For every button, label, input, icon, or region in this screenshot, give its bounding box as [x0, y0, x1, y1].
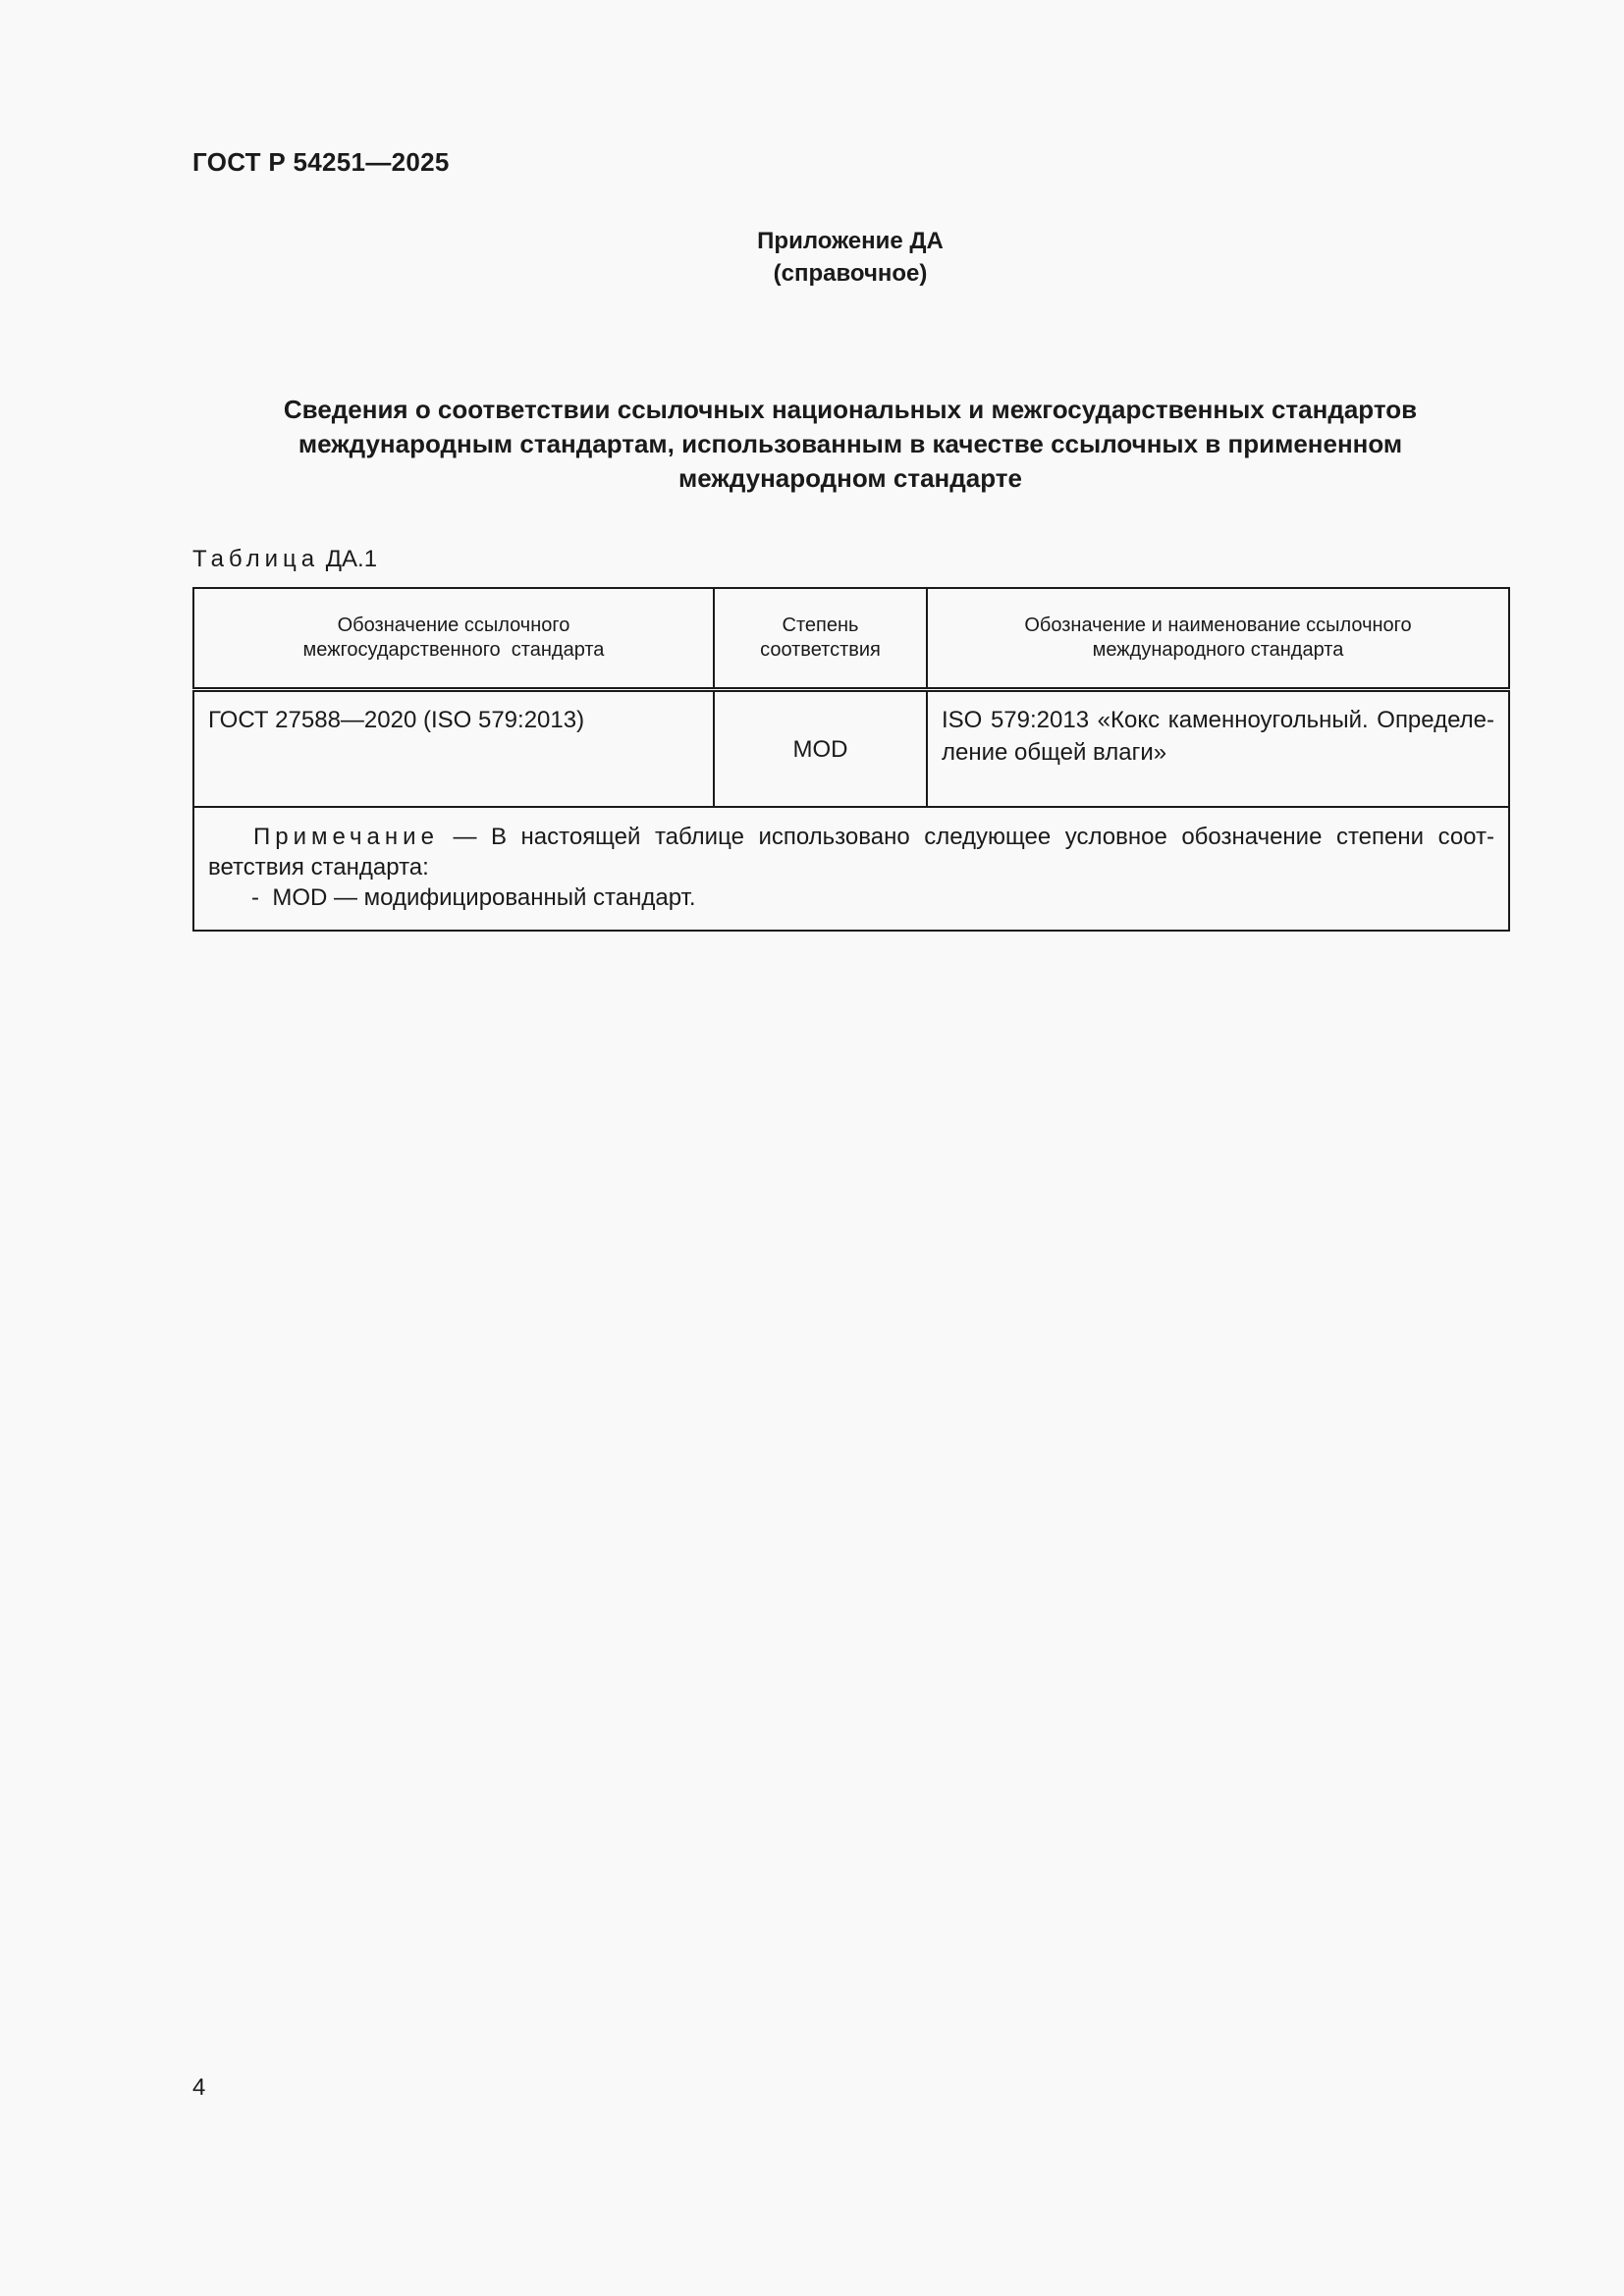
- header-text: межгосударственного стандарта: [302, 639, 605, 661]
- table-caption-number: ДА.1: [325, 546, 378, 572]
- reference-standards-table: [192, 587, 1510, 932]
- note-text: — В настоящей таблице использовано следующее условное обозначение степени соот-: [438, 824, 1494, 850]
- table-row: [193, 690, 1509, 808]
- cell-international: [927, 690, 1509, 808]
- note-line: ветствия стандарта:: [208, 854, 429, 881]
- appendix-title: Приложение ДА: [757, 228, 944, 254]
- appendix-heading: [0, 225, 1624, 290]
- header-international: [927, 588, 1509, 690]
- header-text: соответствия: [760, 639, 881, 661]
- table-header-row: [193, 588, 1509, 690]
- section-title: [192, 393, 1508, 496]
- header-degree: [714, 588, 927, 690]
- header-text: международного стандарта: [1092, 639, 1344, 661]
- document-code: ГОСТ Р 54251—2025: [192, 147, 450, 177]
- header-text: Степень: [782, 614, 859, 636]
- section-title-line: Сведения о соответствии ссылочных национальных и межгосударственных стандартов: [283, 395, 1418, 424]
- table-caption-label: Таблица: [192, 546, 320, 572]
- appendix-subtitle: (справочное): [773, 260, 928, 287]
- cell-text: ISO 579:2013 «Кокс каменноугольный. Определе-: [942, 707, 1494, 733]
- cell-degree: MOD: [714, 690, 927, 808]
- page-number: 4: [192, 2074, 206, 2101]
- section-title-line: международным стандартам, использованным в качестве ссылочных в примененном: [298, 429, 1403, 458]
- table-note-row: [193, 807, 1509, 931]
- header-designation: [193, 588, 714, 690]
- note-label: Примечание: [253, 824, 439, 850]
- note-line: [208, 822, 1494, 852]
- table-caption: [192, 546, 377, 573]
- cell-text: ление общей влаги»: [942, 739, 1167, 766]
- cell-designation: ГОСТ 27588—2020 (ISO 579:2013): [193, 690, 714, 808]
- table-note: [193, 807, 1509, 931]
- note-list-item: - MOD — модифицированный стандарт.: [251, 884, 696, 911]
- section-title-line: международном стандарте: [678, 463, 1022, 493]
- header-text: Обозначение ссылочного: [337, 614, 570, 636]
- header-text: Обозначение и наименование ссылочного: [1024, 614, 1412, 636]
